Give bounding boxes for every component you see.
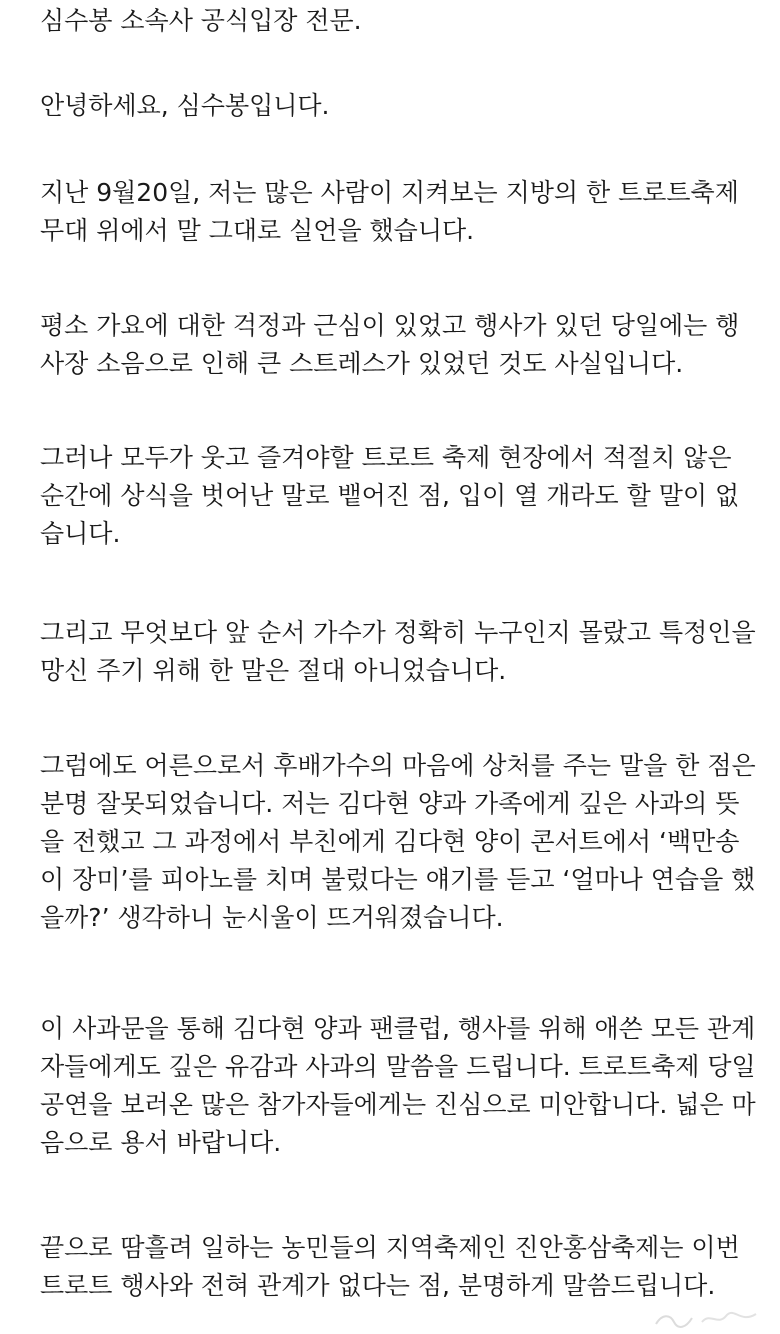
greeting-paragraph — [40, 87, 330, 125]
text-line: 공연을 보러온 많은 참가자들에게는 진심으로 미안합니다. 넓은 마 — [40, 1090, 756, 1119]
text-line: 안녕하세요, 심수봉입니다. — [40, 91, 330, 120]
text-line: 을 전했고 그 과정에서 부친에게 김다현 양이 콘서트에서 ‘백만송 — [40, 827, 740, 856]
text-line: 지난 9월20일, 저는 많은 사람이 지켜보는 지방의 한 트로트축제 — [40, 178, 739, 207]
text-line: 사장 소음으로 인해 큰 스트레스가 있었던 것도 사실입니다. — [40, 349, 684, 378]
body-paragraph — [40, 439, 739, 553]
text-line: 망신 주기 위해 한 말은 절대 아니었습니다. — [40, 656, 507, 685]
text-line: 이 사과문을 통해 김다현 양과 팬클럽, 행사를 위해 애쓴 모든 관계 — [40, 1014, 756, 1043]
text-line: 을까?’ 생각하니 눈시울이 뜨거워졌습니다. — [40, 903, 504, 932]
text-line: 무대 위에서 말 그대로 실언을 했습니다. — [40, 216, 475, 245]
text-line: 음으로 용서 바랍니다. — [40, 1128, 282, 1157]
body-paragraph — [40, 747, 756, 937]
closing-paragraph — [40, 1229, 740, 1305]
body-paragraph — [40, 1010, 756, 1162]
body-paragraph — [40, 614, 756, 690]
text-line: 평소 가요에 대한 걱정과 근심이 있었고 행사가 있던 당일에는 행 — [40, 311, 740, 340]
text-line: 그럼에도 어른으로서 후배가수의 마음에 상처를 주는 말을 한 점은 — [40, 751, 756, 780]
text-line: 습니다. — [40, 519, 121, 548]
body-paragraph — [40, 307, 739, 383]
text-line: 그러나 모두가 웃고 즐겨야할 트로트 축제 현장에서 적절치 않은 — [40, 443, 732, 472]
heading-paragraph — [40, 2, 362, 40]
text-line: 트로트 행사와 전혀 관계가 없다는 점, 분명하게 말씀드립니다. — [40, 1271, 716, 1300]
text-line: 분명 잘못되었습니다. 저는 김다현 양과 가족에게 깊은 사과의 뜻 — [40, 789, 740, 818]
text-line: 끝으로 땀흘려 일하는 농민들의 지역축제인 진안홍삼축제는 이번 — [40, 1233, 740, 1262]
text-line: 순간에 상식을 벗어난 말로 뱉어진 점, 입이 열 개라도 할 말이 없 — [40, 481, 740, 510]
text-line: 그리고 무엇보다 앞 순서 가수가 정확히 누구인지 몰랐고 특정인을 — [40, 618, 756, 647]
text-line: 자들에게도 깊은 유감과 사과의 말씀을 드립니다. 트로트축제 당일 — [40, 1052, 756, 1081]
watermark-logo — [652, 1308, 762, 1330]
text-line: 이 장미’를 피아노를 치며 불렀다는 얘기를 듣고 ‘얼마나 연습을 했 — [40, 865, 756, 894]
body-paragraph — [40, 174, 739, 250]
text-line: 심수봉 소속사 공식입장 전문. — [40, 6, 362, 35]
